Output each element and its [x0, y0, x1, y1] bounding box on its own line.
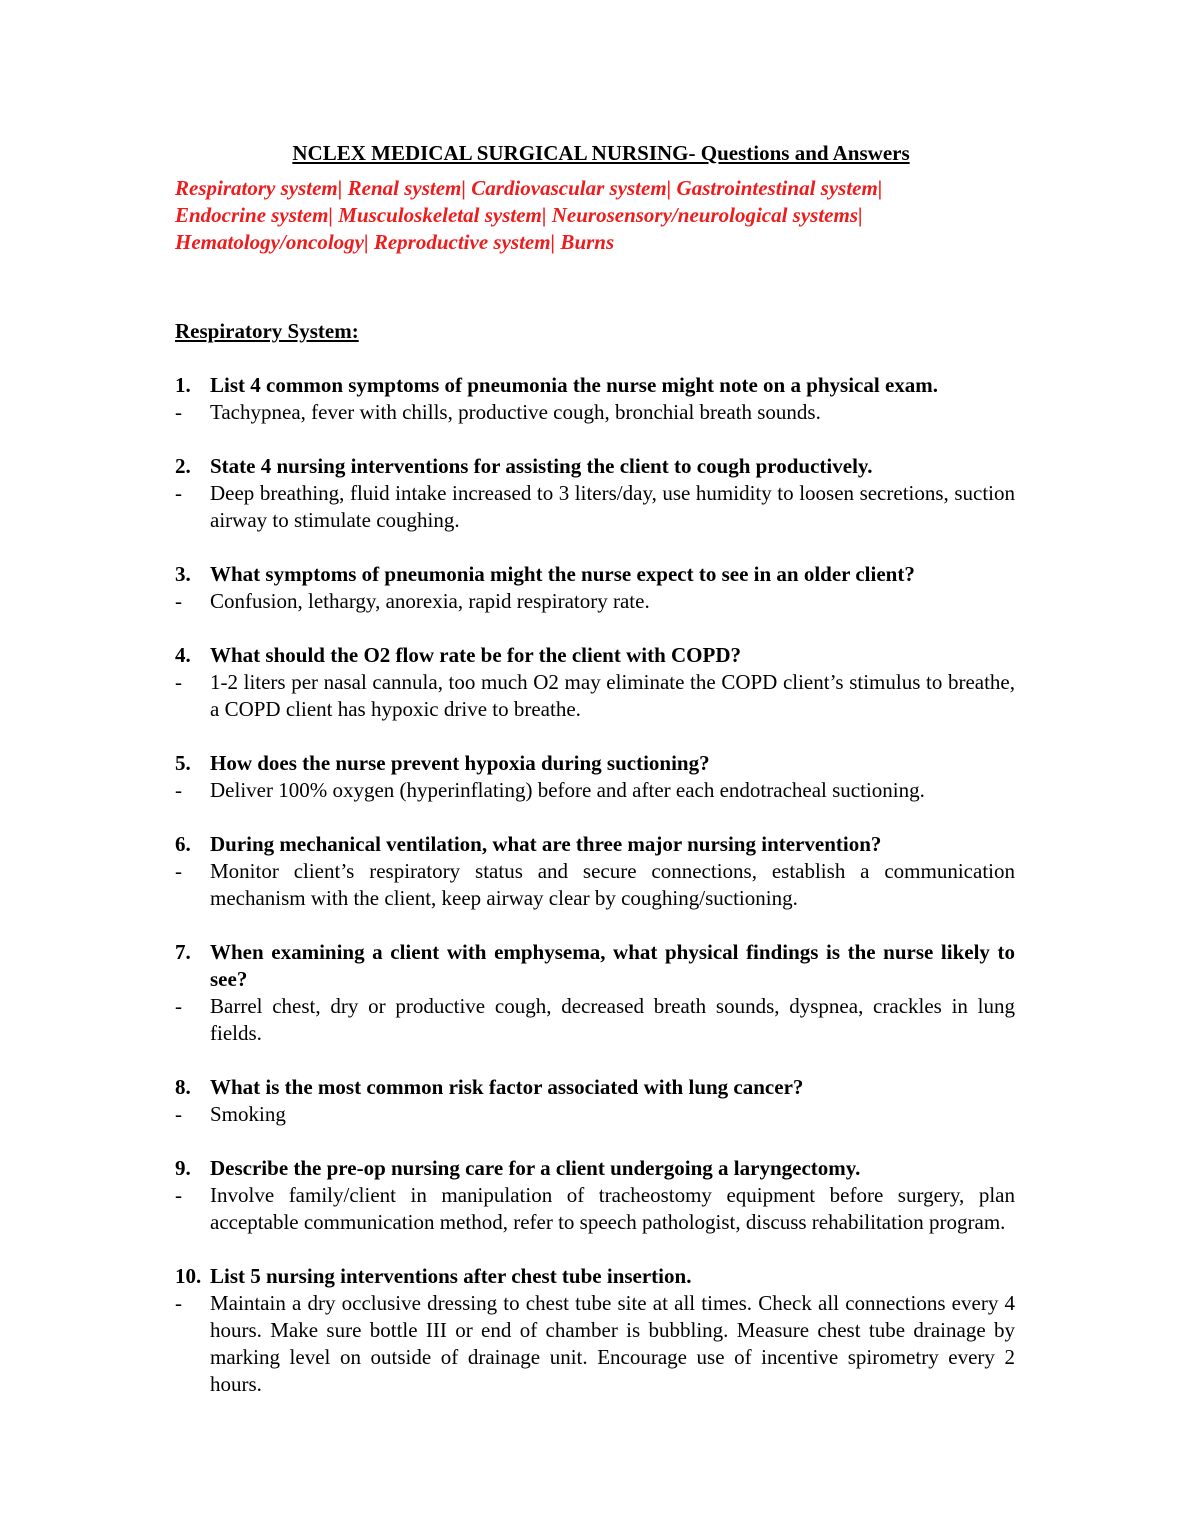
answer-marker: - [175, 1291, 182, 1315]
page-title: NCLEX MEDICAL SURGICAL NURSING- Questions and Answers [292, 141, 910, 165]
question-number: 5. [175, 751, 191, 775]
question-item [175, 1155, 1015, 1236]
topics-line: Respiratory system| Renal system| Cardiovascular system| Gastrointestinal system| [175, 176, 883, 200]
question-item [175, 561, 1015, 615]
answer-marker: - [175, 859, 182, 883]
answer-text: Smoking [210, 1102, 286, 1126]
answer-marker: - [175, 994, 182, 1018]
question-item [175, 750, 1015, 804]
answer-text: Tachypnea, fever with chills, productive cough, bronchial breath sounds. [210, 400, 821, 424]
answer-text: Deep breathing, fluid intake increased to 3 liters/day, use humidity to loosen secretions, suction airway to stimulate coughing. [210, 481, 1015, 532]
answer-marker: - [175, 589, 182, 613]
question-item [175, 1263, 1015, 1398]
question-text: Describe the pre-op nursing care for a client undergoing a laryngectomy. [210, 1156, 861, 1180]
question-text: What should the O2 flow rate be for the client with COPD? [210, 643, 741, 667]
question-item [175, 372, 1015, 426]
question-list [175, 372, 1015, 1425]
section-heading: Respiratory System: [175, 319, 359, 343]
answer-text: Deliver 100% oxygen (hyperinflating) before and after each endotracheal suctioning. [210, 778, 925, 802]
topics-list [175, 175, 1015, 256]
question-text: List 5 nursing interventions after chest tube insertion. [210, 1264, 692, 1288]
question-number: 1. [175, 373, 191, 397]
question-text: What is the most common risk factor associated with lung cancer? [210, 1075, 804, 1099]
answer-text: Barrel chest, dry or productive cough, decreased breath sounds, dyspnea, crackles in lung fields. [210, 994, 1015, 1045]
question-number: 6. [175, 832, 191, 856]
answer-marker: - [175, 1102, 182, 1126]
question-number: 7. [175, 940, 191, 964]
question-item [175, 831, 1015, 912]
question-number: 8. [175, 1075, 191, 1099]
question-number: 9. [175, 1156, 191, 1180]
topics-line: Endocrine system| Musculoskeletal system| Neurosensory/neurological systems| [175, 203, 863, 227]
answer-text: Maintain a dry occlusive dressing to chest tube site at all times. Check all connections every 4 hours. Make sure bottle III or end of chamber is bubbling. Measure chest tube drainage by marking level on outside of drainage unit. Encourage use of incentive spirometry every 2 hours. [210, 1291, 1015, 1396]
answer-marker: - [175, 481, 182, 505]
question-number: 4. [175, 643, 191, 667]
answer-text: 1-2 liters per nasal cannula, too much O2 may eliminate the COPD client’s stimulus to breathe, a COPD client has hypoxic drive to breathe. [210, 670, 1015, 721]
question-text: What symptoms of pneumonia might the nurse expect to see in an older client? [210, 562, 915, 586]
answer-marker: - [175, 1183, 182, 1207]
question-number: 10. [175, 1264, 202, 1288]
question-number: 2. [175, 454, 191, 478]
topics-line: Hematology/oncology| Reproductive system| Burns [175, 230, 615, 254]
question-item [175, 642, 1015, 723]
question-text: State 4 nursing interventions for assisting the client to cough productively. [210, 454, 873, 478]
answer-marker: - [175, 778, 182, 802]
question-text: List 4 common symptoms of pneumonia the nurse might note on a physical exam. [210, 373, 939, 397]
answer-text: Confusion, lethargy, anorexia, rapid respiratory rate. [210, 589, 650, 613]
answer-marker: - [175, 670, 182, 694]
answer-marker: - [175, 400, 182, 424]
question-text: When examining a client with emphysema, what physical findings is the nurse likely to see? [210, 940, 1015, 991]
answer-text: Involve family/client in manipulation of tracheostomy equipment before surgery, plan acceptable communication method, refer to speech pathologist, discuss rehabilitation program. [210, 1183, 1015, 1234]
question-text: During mechanical ventilation, what are three major nursing intervention? [210, 832, 882, 856]
question-number: 3. [175, 562, 191, 586]
answer-text: Monitor client’s respiratory status and secure connections, establish a communication mechanism with the client, keep airway clear by coughing/suctioning. [210, 859, 1015, 910]
question-item [175, 939, 1015, 1047]
question-item [175, 1074, 1015, 1128]
question-text: How does the nurse prevent hypoxia during suctioning? [210, 751, 710, 775]
question-item [175, 453, 1015, 534]
